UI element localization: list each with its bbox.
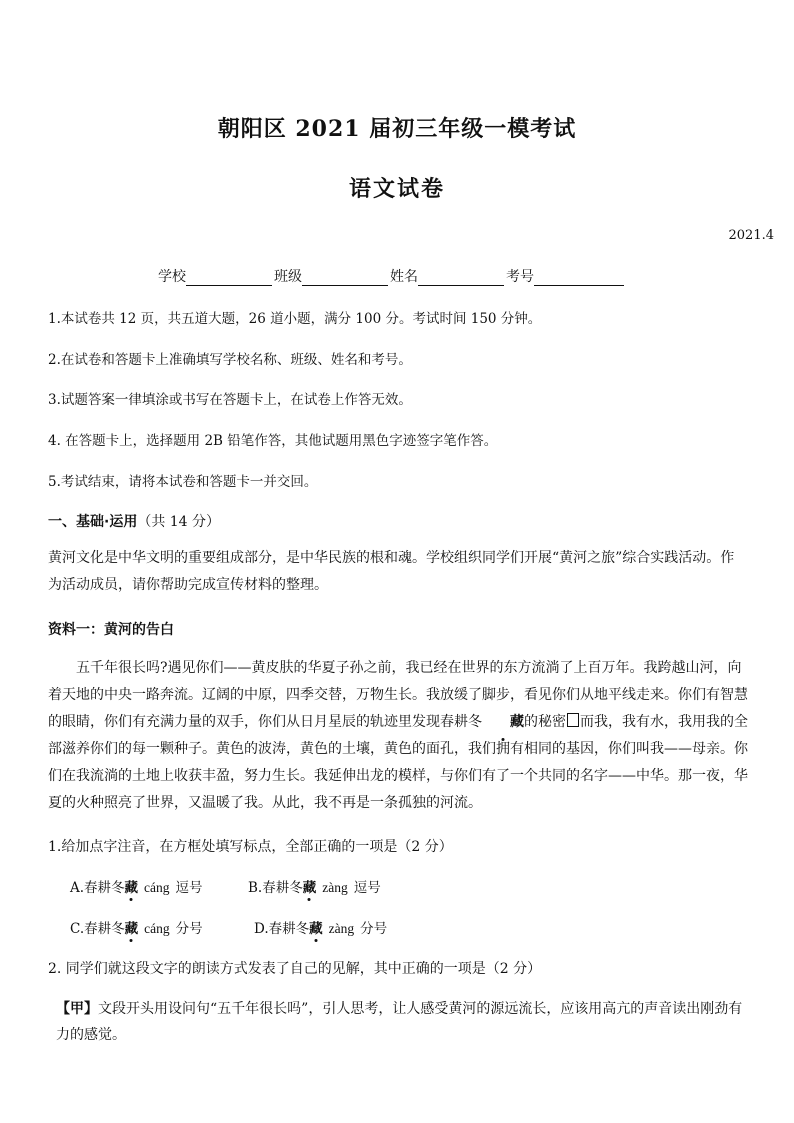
section-1-title: 一、基础·运用	[48, 514, 138, 530]
note-4: 4. 在答题卡上，选择题用 2B 铅笔作答，其他试题用黑色字迹签字笔作答。	[48, 433, 498, 449]
exam-title: 朝阳区 2021 届初三年级一模考试	[217, 116, 577, 142]
class-label: 班级	[274, 269, 302, 285]
material-1-part3: 而我，我有水，我用我的全部滋养你们的每一颗种子。黄色的波涛，黄色的土壤，黄色的面孔，我们拥有相同的基因，你们叫我——母亲。你们在我流淌的土地上收获丰盈，努力生长。我延伸出龙的模样，与你们有了一个共同的名字——中华。那一夜，华夏的火种照亮了世界，又温暖了我。从此，我不再是一条孤独的河流。	[48, 714, 748, 811]
student-info-row	[158, 266, 626, 286]
note-2: 2.在试卷和答题卡上准确填写学校名称、班级、姓名和考号。	[48, 352, 412, 368]
question-2-option-jia	[56, 996, 756, 1048]
note-1: 1.本试卷共 12 页，共五道大题，26 道小题，满分 100 分。考试时间 150 分钟。	[48, 311, 542, 327]
option-a-pinyin: cáng	[144, 880, 170, 895]
material-1-part1: 五千年很长吗?遇见你们——黄皮肤的华夏子孙之前，我已经在世界的东方流淌了上百万年。我跨越山河，向着天地的中央一路奔流。辽阔的中原，四季交替，万物生长。我放缓了脚步，看见你们从地平线走来。你们有智慧的眼睛，你们有充满力量的双手，你们从日月星辰的轨迹里发现春耕冬	[48, 660, 748, 730]
option-a-punct: 逗号	[175, 880, 203, 896]
exam-subtitle: 语文试卷	[348, 176, 445, 202]
option-d-label: D.春耕冬	[254, 921, 310, 937]
material-1-part2: 的秘密	[524, 714, 566, 730]
option-b-label: B.春耕冬	[248, 880, 303, 896]
option-a-char: 藏	[125, 876, 139, 896]
question-1-option-b[interactable]	[248, 876, 381, 896]
option-d-punct: 分号	[360, 921, 388, 937]
material-1-heading: 资料一：黄河的告白	[48, 622, 174, 638]
question-1-option-d[interactable]	[254, 917, 387, 937]
option-b-punct: 逗号	[353, 880, 381, 896]
option-d-pinyin: zàng	[328, 921, 355, 936]
exam-date: 2021.4	[728, 228, 774, 243]
school-blank[interactable]	[186, 269, 272, 286]
name-label: 姓名	[390, 269, 418, 285]
intro-paragraph: 黄河文化是中华文明的重要组成部分，是中华民族的根和魂。学校组织同学们开展“黄河之旅”综合实践活动。作为活动成员，请你帮助完成宣传材料的整理。	[48, 550, 735, 593]
jia-tag: 【甲】	[56, 1001, 98, 1017]
note-5: 5.考试结束，请将本试卷和答题卡一并交回。	[48, 474, 318, 490]
dotted-char: 藏	[482, 709, 524, 736]
exam-no-blank[interactable]	[534, 269, 624, 286]
option-c-punct: 分号	[175, 921, 203, 937]
question-1-option-a[interactable]	[70, 876, 203, 896]
option-b-pinyin: zàng	[322, 880, 348, 895]
material-1-text	[48, 655, 748, 817]
question-1-stem: 1.给加点字注音，在方框处填写标点，全部正确的一项是（2 分）	[48, 839, 453, 855]
note-3: 3.试题答案一律填涂或书写在答题卡上，在试卷上作答无效。	[48, 392, 412, 408]
option-c-char: 藏	[125, 917, 139, 937]
option-b-char: 藏	[303, 876, 317, 896]
class-blank[interactable]	[302, 269, 388, 286]
question-1-option-c[interactable]	[70, 917, 203, 937]
option-c-pinyin: cáng	[144, 921, 170, 936]
section-1-heading	[48, 511, 220, 531]
jia-text: 文段开头用设问句“五千年很长吗”，引人思考，让人感受黄河的源远流长，应该用高亢的声音读出刚劲有力的感觉。	[56, 1001, 743, 1043]
option-d-char: 藏	[309, 917, 323, 937]
question-2-stem: 2. 同学们就这段文字的朗读方式发表了自己的见解，其中正确的一项是（2 分）	[48, 961, 542, 977]
exam-no-label: 考号	[506, 269, 534, 285]
section-1-points: （共 14 分）	[137, 514, 221, 530]
option-c-label: C.春耕冬	[70, 921, 125, 937]
name-blank[interactable]	[418, 269, 504, 286]
option-a-label: A.春耕冬	[70, 880, 125, 896]
school-label: 学校	[158, 269, 186, 285]
punctuation-box	[567, 713, 579, 727]
